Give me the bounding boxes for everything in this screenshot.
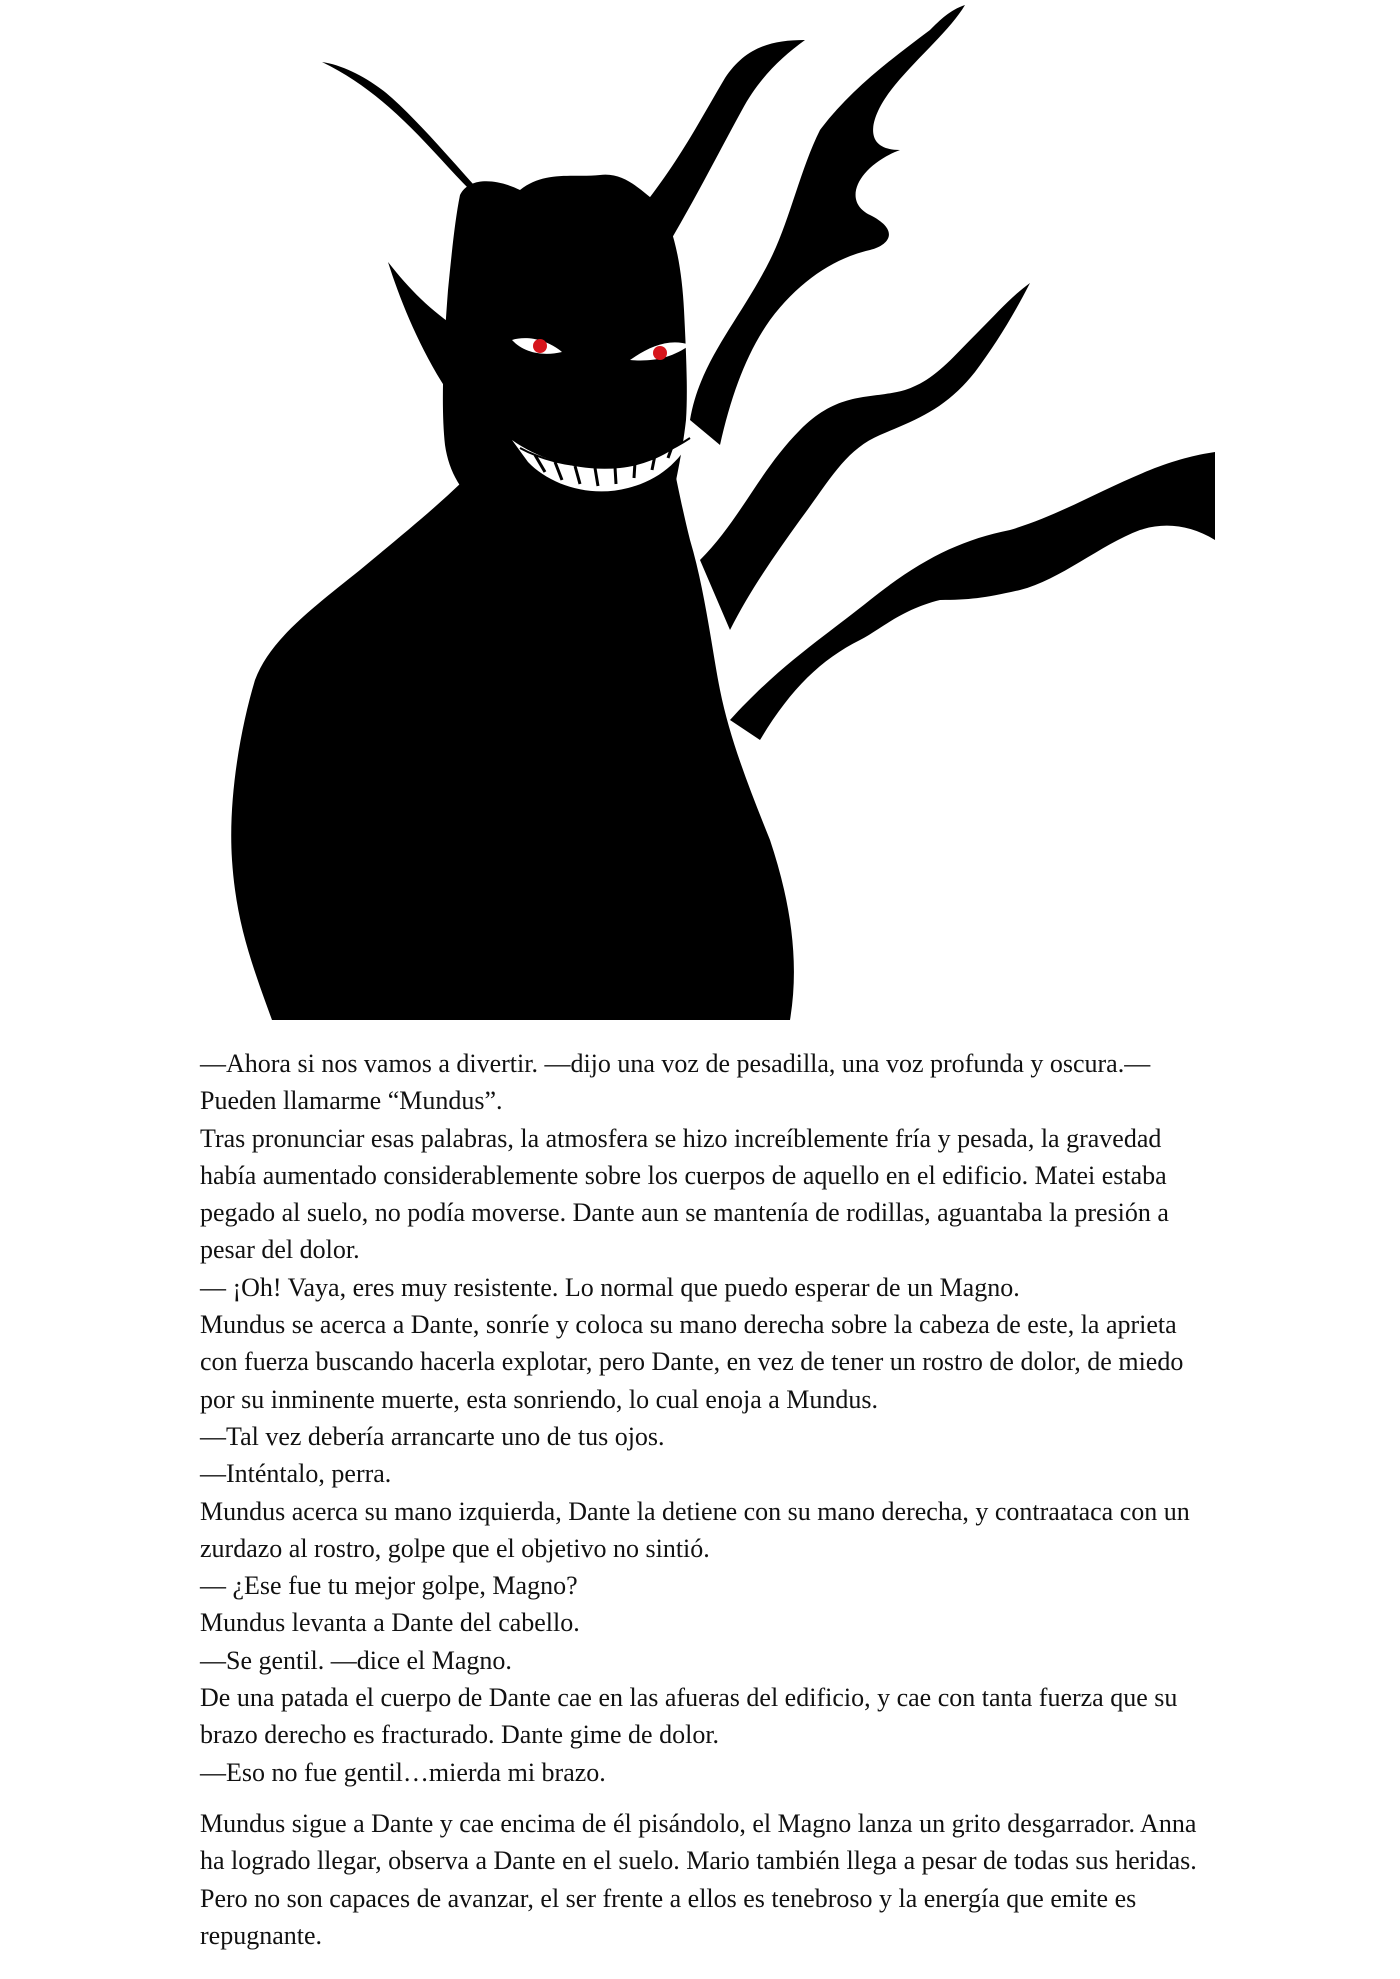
paragraph: Mundus se acerca a Dante, sonríe y coloca su mano derecha sobre la cabeza de este, la aprieta con fuerza buscando hacerla explotar, pero Dante, en vez de tener un rostro de dolor, de miedo por su inminente muerte, esta sonriendo, lo cual enoja a Mundus.	[200, 1310, 1184, 1414]
paragraph: — ¡Oh! Vaya, eres muy resistente. Lo normal que puedo esperar de un Magno.	[200, 1272, 1020, 1302]
paragraph: Mundus acerca su mano izquierda, Dante la detiene con su mano derecha, y contraataca con un zurdazo al rostro, golpe que el objetivo no sintió.	[200, 1496, 1190, 1563]
paragraph: De una patada el cuerpo de Dante cae en las afueras del edificio, y cae con tanta fuerza que su brazo derecho es fracturado. Dante gime de dolor.	[200, 1683, 1178, 1750]
paragraph: Tras pronunciar esas palabras, la atmosfera se hizo increíblemente fría y pesada, la gravedad había aumentado considerablemente sobre los cuerpos de aquello en el edificio. Matei estaba pegado al suelo, no podía moverse. Dante aun se mantenía de rodillas, aguantaba la presión a pesar del dolor.	[200, 1123, 1169, 1265]
story-text	[200, 1045, 1210, 1954]
paragraph: Mundus sigue a Dante y cae encima de él pisándolo, el Magno lanza un grito desgarrador. Anna ha logrado llegar, observa a Dante en el suelo. Mario también llega a pesar de todas sus heridas. Pero no son capaces de avanzar, el ser frente a ellos es tenebroso y la energía que emite es repugnante.	[200, 1808, 1197, 1950]
paragraph: —Inténtalo, perra.	[200, 1459, 392, 1489]
paragraph: —Ahora si nos vamos a divertir. —dijo una voz de pesadilla, una voz profunda y oscura.—Pueden llamarme “Mundus”.	[200, 1049, 1151, 1116]
paragraph: —Eso no fue gentil…mierda mi brazo.	[200, 1757, 606, 1787]
paragraph: Mundus levanta a Dante del cabello.	[200, 1608, 580, 1638]
paragraph: —Se gentil. —dice el Magno.	[200, 1645, 512, 1675]
demon-silhouette	[231, 5, 1215, 1020]
paragraph: — ¿Ese fue tu mejor golpe, Magno?	[200, 1571, 578, 1601]
shadow-demon-icon	[200, 0, 1220, 1020]
paragraph: —Tal vez debería arrancarte uno de tus ojos.	[200, 1421, 665, 1451]
